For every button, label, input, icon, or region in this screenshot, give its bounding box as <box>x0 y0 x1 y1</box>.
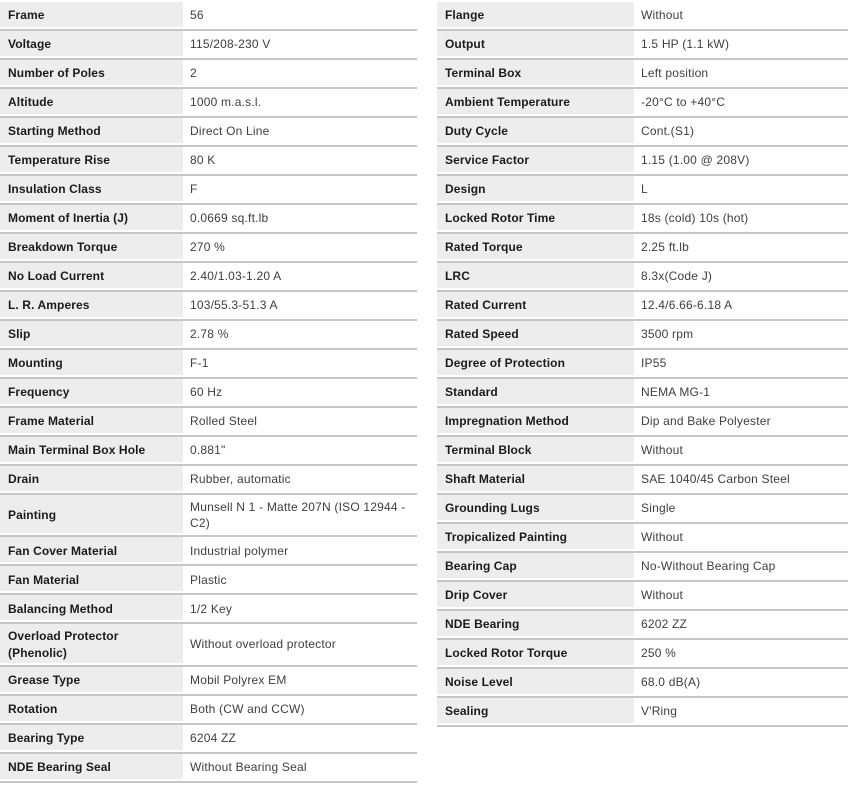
spec-label: Voltage <box>0 31 183 58</box>
spec-label: Degree of Protection <box>437 350 634 377</box>
spec-row <box>437 553 848 582</box>
spec-value: No-Without Bearing Cap <box>641 559 776 574</box>
spec-row <box>437 640 848 669</box>
spec-row <box>437 292 848 321</box>
spec-value: 1000 m.a.s.l. <box>190 95 262 110</box>
spec-label: Main Terminal Box Hole <box>0 437 183 464</box>
spec-row <box>0 60 417 89</box>
spec-label: Locked Rotor Time <box>437 205 634 232</box>
spec-label: Frame Material <box>0 408 183 435</box>
spec-row <box>437 31 848 60</box>
spec-value: 2.78 % <box>190 327 229 342</box>
spec-row <box>0 292 417 321</box>
spec-row <box>437 698 848 727</box>
spec-value: 8.3x(Code J) <box>641 269 713 284</box>
spec-label: Locked Rotor Torque <box>437 640 634 667</box>
spec-label: Frame <box>0 2 183 29</box>
spec-label: Fan Material <box>0 566 183 593</box>
spec-value: Without <box>641 443 684 458</box>
spec-label: Rated Torque <box>437 234 634 261</box>
spec-row <box>437 524 848 553</box>
spec-row <box>437 263 848 292</box>
spec-row <box>0 725 417 754</box>
spec-row <box>437 582 848 611</box>
spec-value: 56 <box>190 8 204 23</box>
spec-table-left <box>0 2 417 783</box>
spec-value: 2.25 ft.lb <box>641 240 690 255</box>
spec-value: Without overload protector <box>190 637 336 652</box>
spec-label: Painting <box>0 495 183 535</box>
spec-value: 6202 ZZ <box>641 617 688 632</box>
spec-value: Without <box>641 530 684 545</box>
spec-row <box>437 176 848 205</box>
spec-row <box>0 437 417 466</box>
spec-label: Rated Speed <box>437 321 634 348</box>
spec-value: Mobil Polyrex EM <box>190 673 287 688</box>
spec-row <box>0 205 417 234</box>
spec-row <box>0 408 417 437</box>
spec-value: Plastic <box>190 572 227 587</box>
spec-value: 80 K <box>190 153 216 168</box>
spec-row <box>437 350 848 379</box>
spec-row <box>0 89 417 118</box>
spec-label: Insulation Class <box>0 176 183 203</box>
spec-value: 1.15 (1.00 @ 208V) <box>641 153 750 168</box>
spec-label: Starting Method <box>0 118 183 145</box>
spec-value: 60 Hz <box>190 385 223 400</box>
spec-label: Design <box>437 176 634 203</box>
motor-spec-sheet <box>0 2 848 783</box>
spec-row <box>437 495 848 524</box>
spec-label: Moment of Inertia (J) <box>0 205 183 232</box>
spec-value: Dip and Bake Polyester <box>641 414 771 429</box>
spec-label: No Load Current <box>0 263 183 290</box>
spec-label: Rated Current <box>437 292 634 319</box>
spec-label: Standard <box>437 379 634 406</box>
spec-row <box>0 321 417 350</box>
spec-row <box>437 89 848 118</box>
spec-row <box>0 234 417 263</box>
spec-value: 6204 ZZ <box>190 731 237 746</box>
spec-value: 18s (cold) 10s (hot) <box>641 211 749 226</box>
spec-row <box>437 60 848 89</box>
spec-value: 0.881" <box>190 443 226 458</box>
spec-table-right <box>437 2 848 727</box>
spec-label: Balancing Method <box>0 595 183 622</box>
spec-value: 270 % <box>190 240 226 255</box>
spec-value: Industrial polymer <box>190 543 289 558</box>
spec-value: Single <box>641 501 676 516</box>
spec-row <box>0 147 417 176</box>
spec-row <box>437 118 848 147</box>
spec-label: Sealing <box>437 698 634 725</box>
spec-label: Tropicalized Painting <box>437 524 634 551</box>
spec-label: Drain <box>0 466 183 493</box>
spec-value: Without <box>641 588 684 603</box>
spec-label: Slip <box>0 321 183 348</box>
spec-row <box>0 2 417 31</box>
spec-value: Munsell N 1 - Matte 207N (ISO 12944 - C2) <box>190 500 406 531</box>
spec-row <box>0 495 417 537</box>
spec-label: Impregnation Method <box>437 408 634 435</box>
spec-label: LRC <box>437 263 634 290</box>
spec-value: 1.5 HP (1.1 kW) <box>641 37 730 52</box>
spec-value: SAE 1040/45 Carbon Steel <box>641 472 790 487</box>
spec-value: Without Bearing Seal <box>190 760 307 775</box>
spec-label: Output <box>437 31 634 58</box>
spec-row <box>0 263 417 292</box>
spec-label: Service Factor <box>437 147 634 174</box>
spec-label: Rotation <box>0 696 183 723</box>
spec-row <box>437 321 848 350</box>
spec-value: 2.40/1.03-1.20 A <box>190 269 282 284</box>
spec-label: Shaft Material <box>437 466 634 493</box>
spec-row <box>0 566 417 595</box>
spec-row <box>0 176 417 205</box>
spec-label: Bearing Cap <box>437 553 634 580</box>
spec-row <box>437 379 848 408</box>
spec-value: 103/55.3-51.3 A <box>190 298 278 313</box>
spec-label: Flange <box>437 2 634 29</box>
spec-value: 1/2 Key <box>190 601 233 616</box>
spec-value: Rolled Steel <box>190 414 258 429</box>
spec-row <box>437 234 848 263</box>
spec-value: F-1 <box>190 356 209 371</box>
spec-value: 0.0669 sq.ft.lb <box>190 211 269 226</box>
spec-value: Direct On Line <box>190 124 270 139</box>
spec-value: Rubber, automatic <box>190 472 291 487</box>
spec-value: IP55 <box>641 356 667 371</box>
spec-label: Noise Level <box>437 669 634 696</box>
spec-row <box>0 31 417 60</box>
spec-value: Both (CW and CCW) <box>190 702 305 717</box>
spec-row <box>0 624 417 666</box>
spec-label: Frequency <box>0 379 183 406</box>
spec-value: Left position <box>641 66 709 81</box>
spec-label: NDE Bearing <box>437 611 634 638</box>
spec-row <box>0 595 417 624</box>
spec-label: Overload Protector (Phenolic) <box>0 624 183 664</box>
spec-value: -20°C to +40°C <box>641 95 726 110</box>
spec-value: Cont.(S1) <box>641 124 695 139</box>
spec-label: Duty Cycle <box>437 118 634 145</box>
spec-value: NEMA MG-1 <box>641 385 711 400</box>
spec-label: Bearing Type <box>0 725 183 752</box>
spec-value: 68.0 dB(A) <box>641 675 701 690</box>
spec-label: Terminal Box <box>437 60 634 87</box>
spec-row <box>0 537 417 566</box>
spec-value: 250 % <box>641 646 677 661</box>
spec-label: Number of Poles <box>0 60 183 87</box>
spec-row <box>0 754 417 783</box>
spec-row <box>0 696 417 725</box>
spec-value: F <box>190 182 198 197</box>
spec-value: 115/208-230 V <box>190 37 271 52</box>
spec-label: Mounting <box>0 350 183 377</box>
spec-value: Without <box>641 8 684 23</box>
spec-row <box>437 611 848 640</box>
spec-label: NDE Bearing Seal <box>0 754 183 781</box>
spec-label: Altitude <box>0 89 183 116</box>
spec-row <box>437 437 848 466</box>
spec-row <box>437 466 848 495</box>
spec-label: Grounding Lugs <box>437 495 634 522</box>
spec-label: L. R. Amperes <box>0 292 183 319</box>
spec-row <box>0 667 417 696</box>
spec-row <box>437 669 848 698</box>
spec-label: Grease Type <box>0 667 183 694</box>
spec-row <box>0 350 417 379</box>
spec-row <box>437 205 848 234</box>
spec-value: L <box>641 182 648 197</box>
spec-label: Fan Cover Material <box>0 537 183 564</box>
spec-value: 3500 rpm <box>641 327 694 342</box>
spec-row <box>437 147 848 176</box>
spec-label: Ambient Temperature <box>437 89 634 116</box>
spec-row <box>0 379 417 408</box>
spec-row <box>0 118 417 147</box>
spec-label: Breakdown Torque <box>0 234 183 261</box>
spec-row <box>437 2 848 31</box>
spec-label: Temperature Rise <box>0 147 183 174</box>
spec-value: 12.4/6.66-6.18 A <box>641 298 733 313</box>
spec-row <box>437 408 848 437</box>
spec-row <box>0 466 417 495</box>
spec-label: Terminal Block <box>437 437 634 464</box>
spec-value: 2 <box>190 66 197 81</box>
spec-value: V'Ring <box>641 704 678 719</box>
spec-label: Drip Cover <box>437 582 634 609</box>
